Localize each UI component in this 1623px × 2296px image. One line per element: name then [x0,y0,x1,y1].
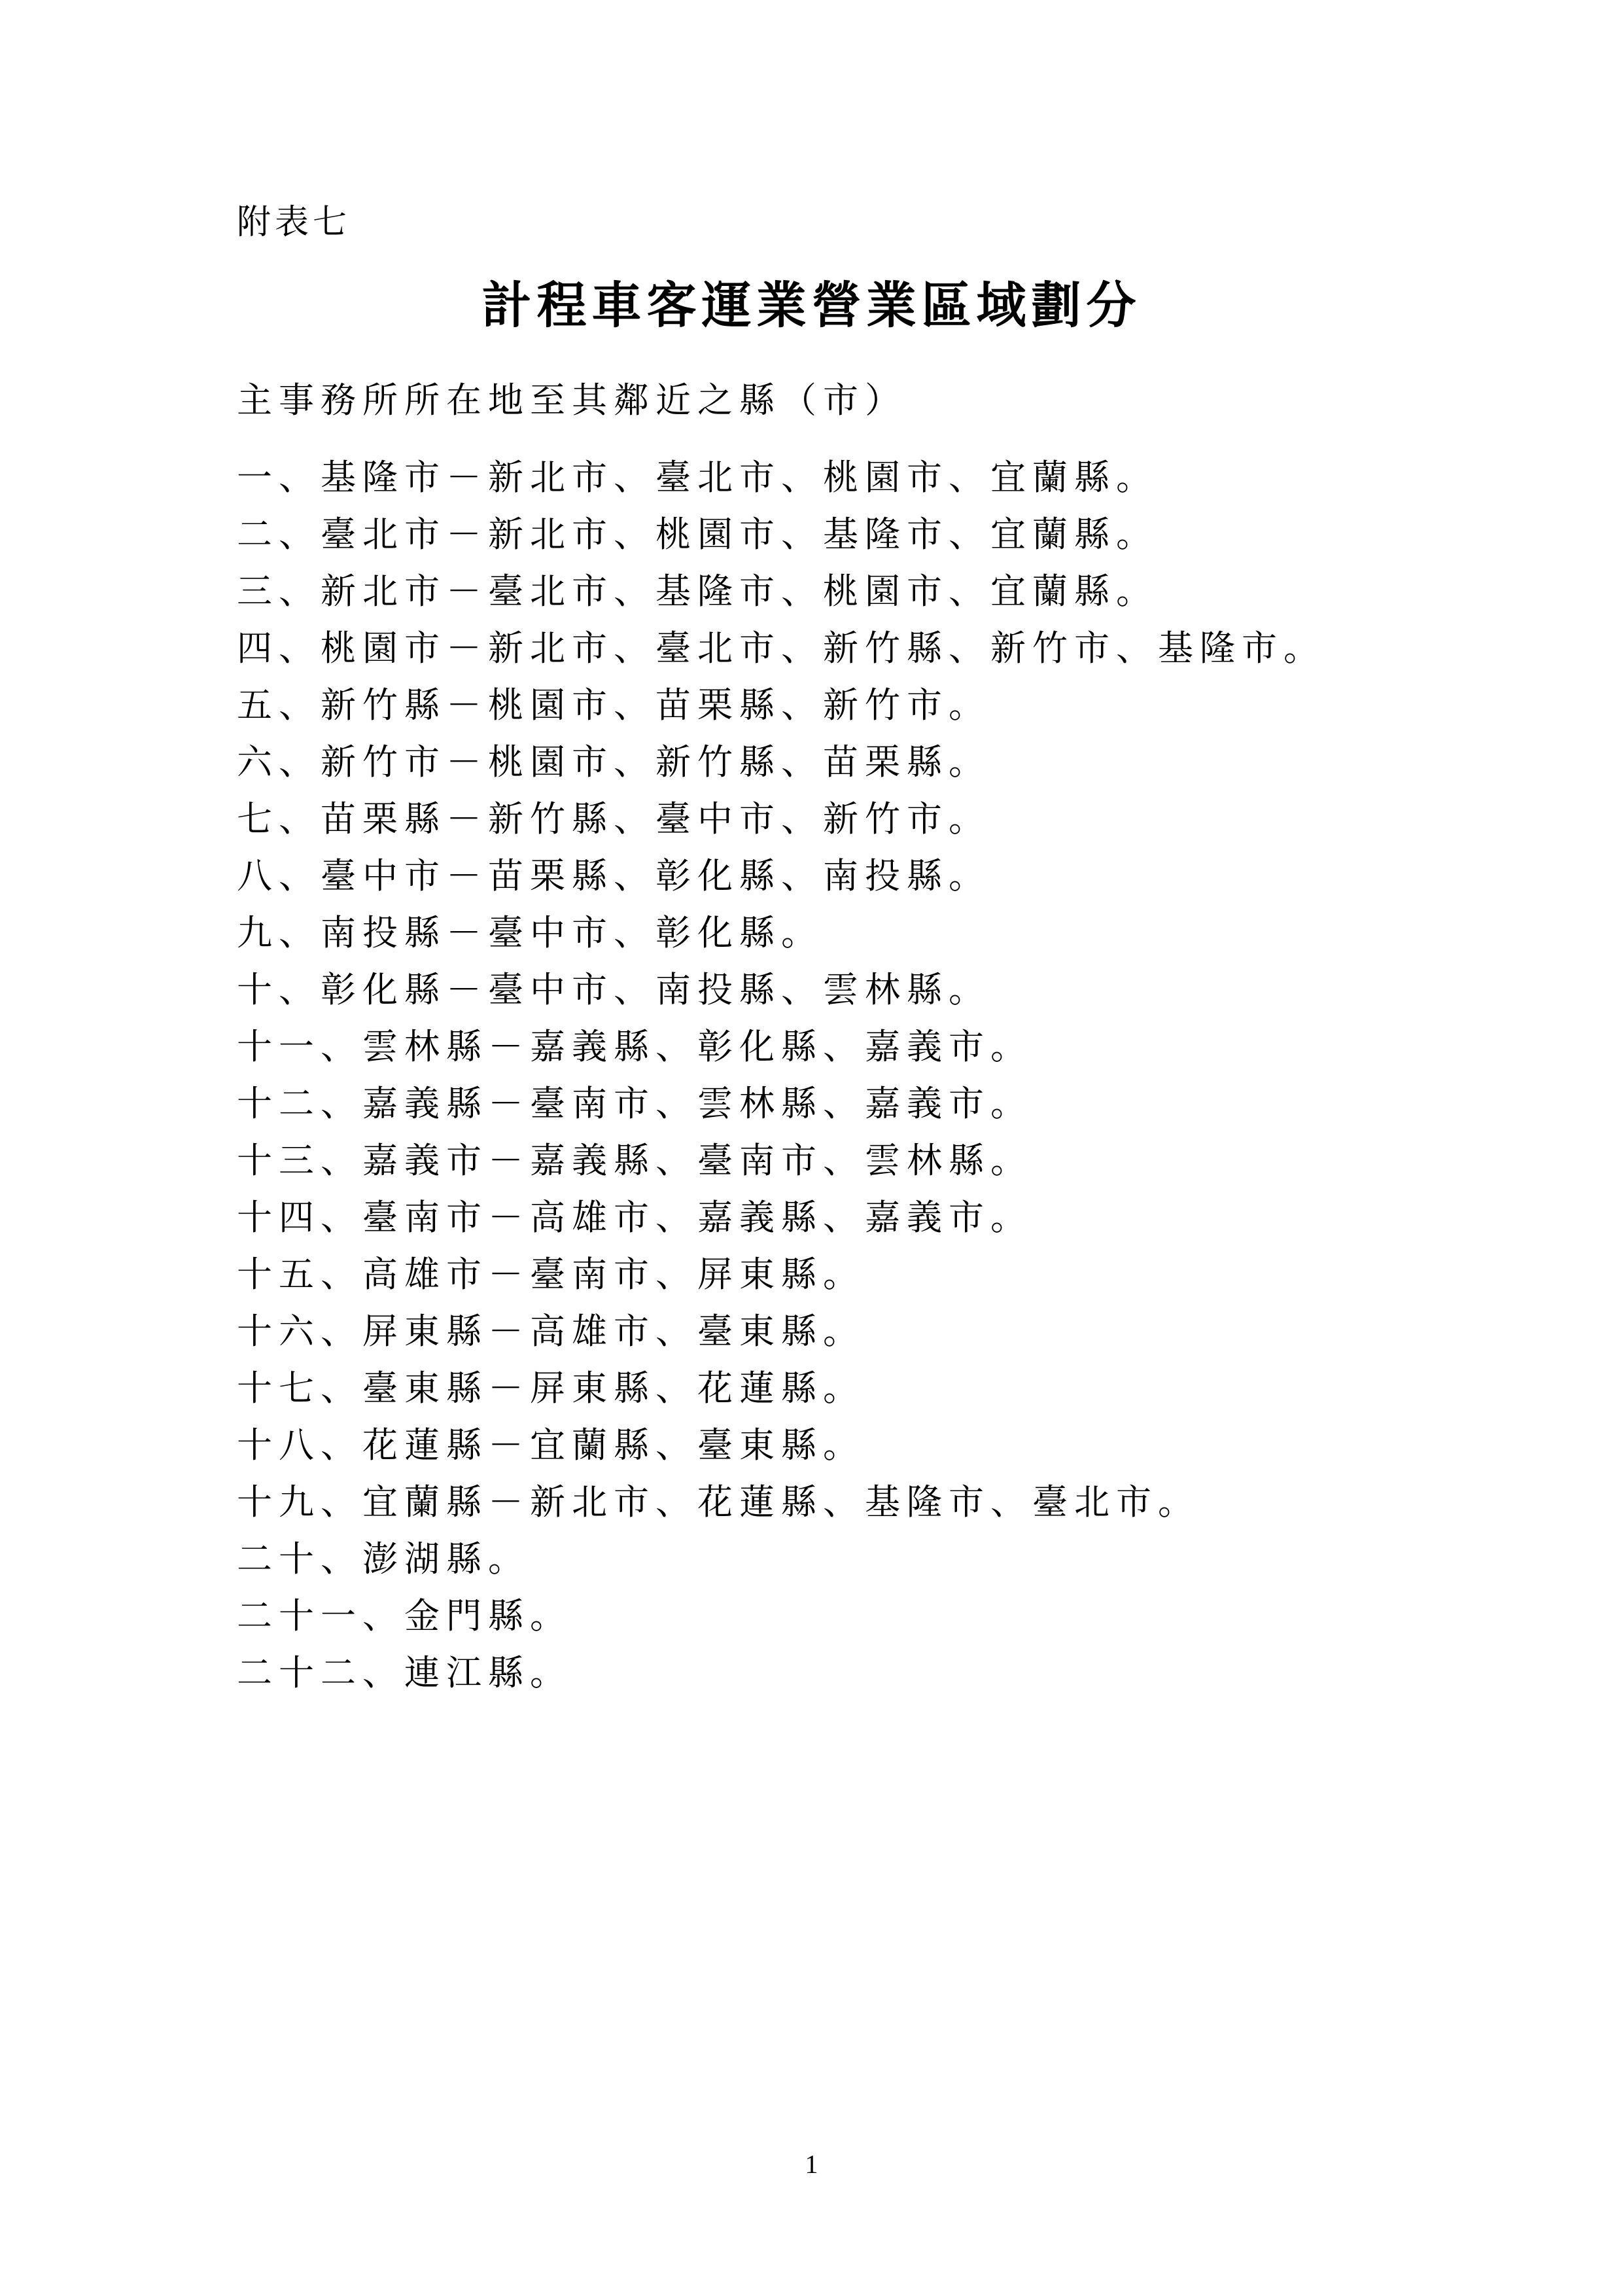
list-item: 二十、澎湖縣。 [237,1538,530,1580]
list-item: 三、新北市－臺北市、基隆市、桃園市、宜蘭縣。 [237,571,1158,612]
list-item: 四、桃園市－新北市、臺北市、新竹縣、新竹市、基隆市。 [237,627,1325,669]
list-item: 十、彰化縣－臺中市、南投縣、雲林縣。 [237,969,990,1010]
document-title: 計程車客運業營業區域劃分 [481,276,1142,334]
list-item: 十一、雲林縣－嘉義縣、彰化縣、嘉義市。 [237,1026,1032,1067]
list-item: 九、南投縣－臺中市、彰化縣。 [237,912,823,953]
page-number: 1 [805,2149,818,2179]
section-subtitle: 主事務所所在地至其鄰近之縣（市） [237,380,907,421]
list-item: 十三、嘉義市－嘉義縣、臺南市、雲林縣。 [237,1140,1032,1181]
list-item: 六、新竹市－桃園市、新竹縣、苗栗縣。 [237,741,990,783]
list-item: 一、基隆市－新北市、臺北市、桃園市、宜蘭縣。 [237,457,1158,498]
list-item: 七、苗栗縣－新竹縣、臺中市、新竹市。 [237,798,990,839]
list-item: 十九、宜蘭縣－新北市、花蓮縣、基隆市、臺北市。 [237,1481,1200,1523]
list-item: 二十一、金門縣。 [237,1595,572,1636]
list-item: 十七、臺東縣－屏東縣、花蓮縣。 [237,1368,865,1409]
list-item: 十六、屏東縣－高雄市、臺東縣。 [237,1311,865,1352]
list-item: 十二、嘉義縣－臺南市、雲林縣、嘉義市。 [237,1083,1032,1124]
list-item: 十五、高雄市－臺南市、屏東縣。 [237,1254,865,1295]
list-item: 八、臺中市－苗栗縣、彰化縣、南投縣。 [237,855,990,896]
list-item: 五、新竹縣－桃園市、苗栗縣、新竹市。 [237,684,990,726]
annex-label: 附表七 [237,203,351,242]
list-item: 十四、臺南市－高雄市、嘉義縣、嘉義市。 [237,1197,1032,1238]
list-item: 二、臺北市－新北市、桃園市、基隆市、宜蘭縣。 [237,514,1158,555]
list-item: 二十二、連江縣。 [237,1652,572,1693]
list-item: 十八、花蓮縣－宜蘭縣、臺東縣。 [237,1424,865,1466]
region-list [237,449,1325,1701]
